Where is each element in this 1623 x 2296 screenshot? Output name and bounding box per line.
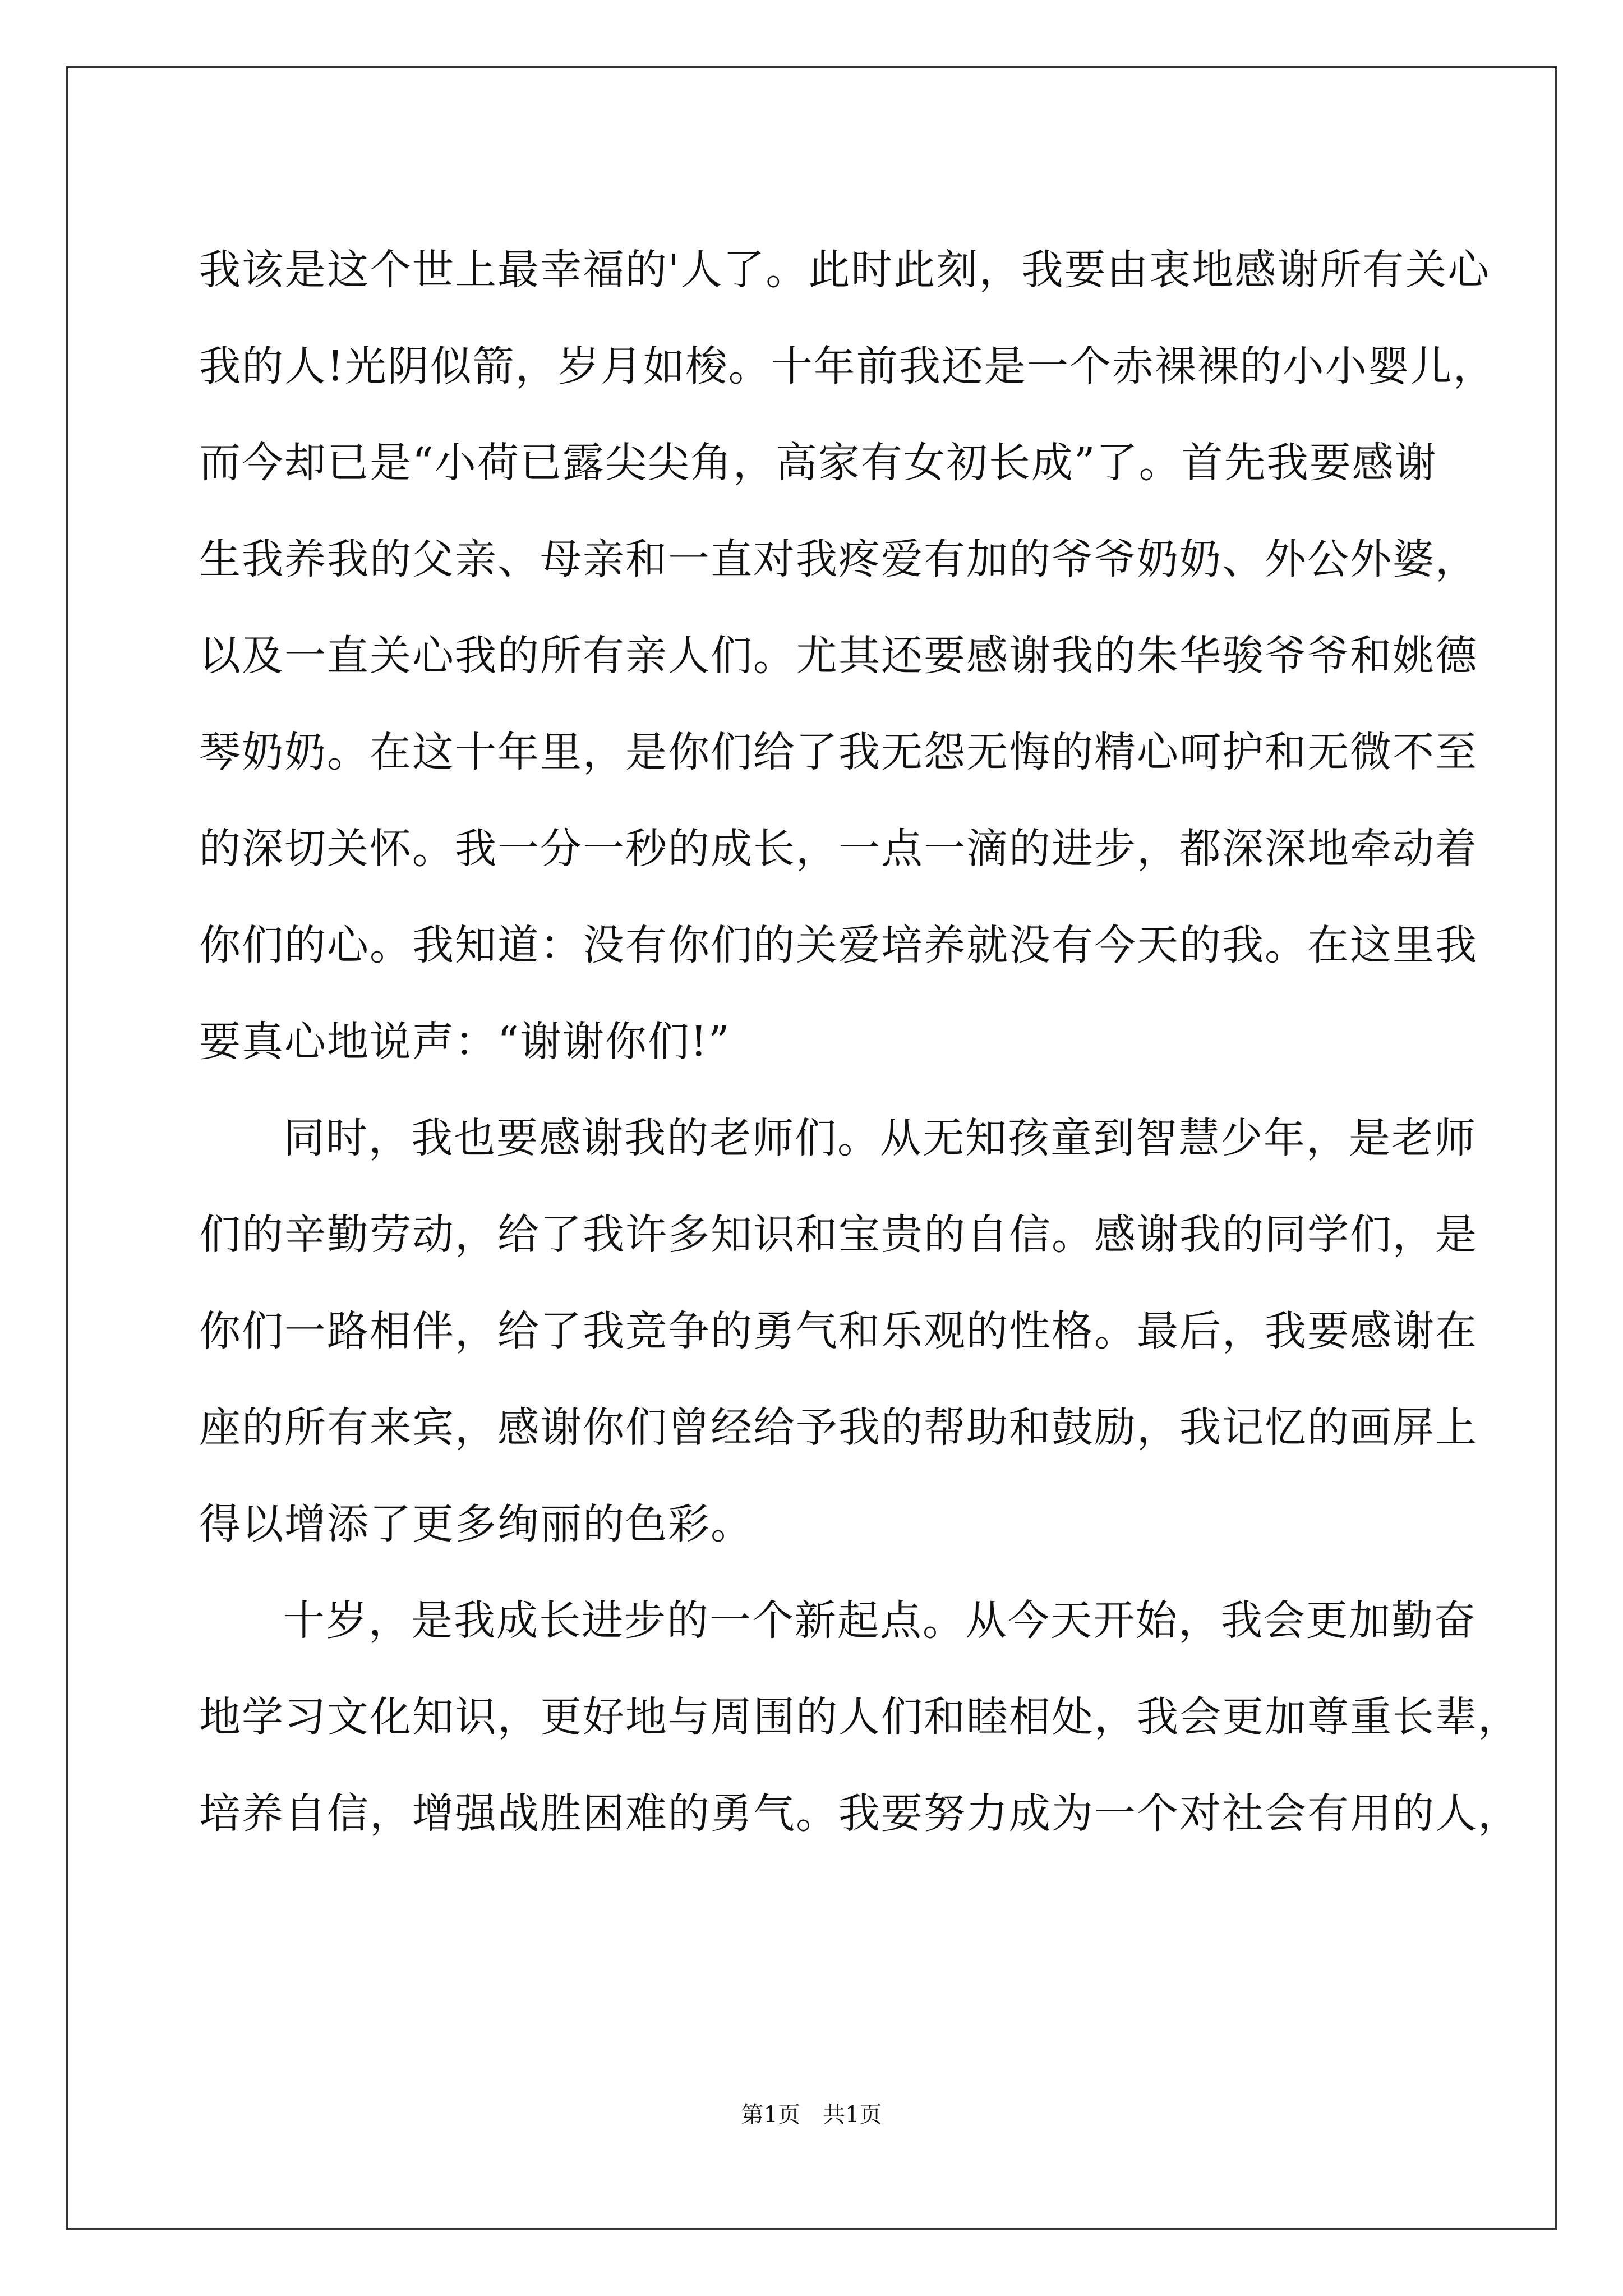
text-line: 你们一路相伴，给了我竞争的勇气和乐观的性格。最后，我要感谢在 — [199, 1307, 1478, 1355]
text-line: 我该是这个世上最幸福的'人了。此时此刻，我要由衷地感谢所有关心 — [199, 246, 1491, 294]
text-line: 我的人!光阴似箭，岁月如梭。十年前我还是一个赤裸裸的小小婴儿， — [199, 342, 1496, 390]
document-body — [199, 222, 1520, 1862]
paragraph-start-line: 同时，我也要感谢我的老师们。从无知孩童到智慧少年，是老师 — [283, 1114, 1477, 1162]
page-number-total: 共1页 — [823, 2102, 882, 2128]
text-line: 以及一直关心我的所有亲人们。尤其还要感谢我的朱华骏爷爷和姚德 — [199, 632, 1478, 680]
text-line: 座的所有来宾，感谢你们曾经给予我的帮助和鼓励，我记忆的画屏上 — [199, 1404, 1478, 1452]
text-line: 生我养我的父亲、母亲和一直对我疼爱有加的爷爷奶奶、外公外婆， — [199, 535, 1478, 583]
text-line: 你们的心。我知道：没有你们的关爱培养就没有今天的我。在这里我 — [199, 921, 1478, 969]
text-line: 琴奶奶。在这十年里，是你们给了我无怨无悔的精心呵护和无微不至 — [199, 728, 1478, 776]
page-number-current: 第1页 — [741, 2102, 800, 2128]
text-line: 地学习文化知识，更好地与周围的人们和睦相处，我会更加尊重长辈， — [199, 1693, 1520, 1741]
text-line: 培养自信，增强战胜困难的勇气。我要努力成为一个对社会有用的人， — [199, 1789, 1520, 1838]
text-line: 得以增添了更多绚丽的色彩。 — [199, 1500, 753, 1548]
page-footer — [0, 2101, 1623, 2129]
text-line: 而今却已是“小荷已露尖尖角，高家有女初长成”了。首先我要感谢 — [199, 439, 1437, 487]
text-line: 们的辛勤劳动，给了我许多知识和宝贵的自信。感谢我的同学们，是 — [199, 1211, 1478, 1259]
text-line: 要真心地说声：“谢谢你们!” — [199, 1018, 731, 1066]
text-line: 的深切关怀。我一分一秒的成长，一点一滴的进步，都深深地牵动着 — [199, 825, 1478, 873]
paragraph-start-line: 十岁，是我成长进步的一个新起点。从今天开始，我会更加勤奋 — [283, 1596, 1477, 1645]
